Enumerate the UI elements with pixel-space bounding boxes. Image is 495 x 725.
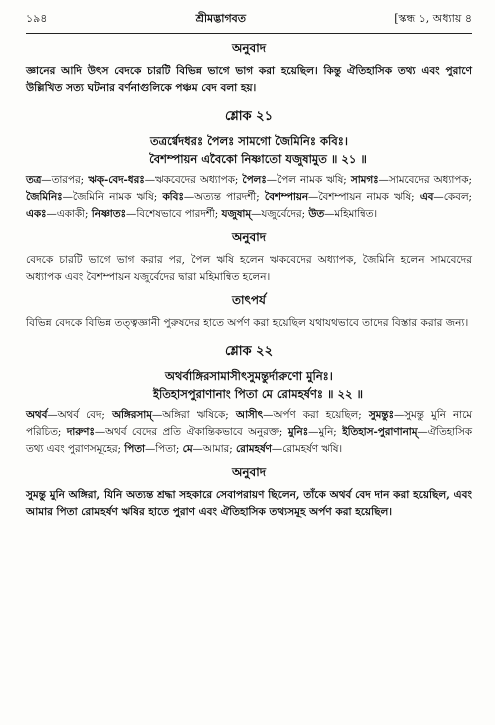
word-meaning: অর্পণ করা হয়েছিল <box>273 409 359 421</box>
sanskrit-word: সুমন্তুঃ <box>368 409 394 421</box>
word-meaning: একাকী <box>56 208 86 220</box>
verse-line: তত্রর্গ্বেদধরঃ পৈলঃ সামগো জৈমিনিঃ কবিঃ। <box>150 134 348 148</box>
chapter-reference: [স্কন্ধ ১, অধ্যায় ৪ <box>394 12 472 25</box>
sanskrit-word: নিষ্ণাতঃ <box>91 208 127 220</box>
section-heading: অনুবাদ <box>231 230 267 244</box>
body-text: বিভিন্ন বেদকে বিভিন্ন তত্ত্বজ্ঞানী পুরুষদের হাতে অর্পণ করা হয়েছিল যথাযথভাবে তাদের বিস্তার করার জন্য। <box>26 317 469 329</box>
word-meaning: অঙ্গিরা ঋষিকে <box>162 409 226 421</box>
page-content <box>26 40 472 521</box>
sanskrit-word: সামগঃ <box>350 174 379 186</box>
sanskrit-word: পৈলঃ <box>242 174 267 186</box>
section-heading: তাৎপর্য <box>232 293 266 307</box>
sanskrit-word: একঃ <box>26 208 47 220</box>
word-meaning: সামবেদের অধ্যাপক <box>388 174 469 186</box>
verse-block <box>26 132 472 168</box>
section-heading: অনুবাদ <box>231 465 267 479</box>
verse-line: অথর্বাঙ্গিরসামাসীৎসুমন্তুর্দারুণো মুনিঃ। <box>165 369 333 383</box>
book-page <box>26 10 472 521</box>
word-meaning: রোমহর্ষণ ঋষি <box>282 443 339 455</box>
word-meaning: বৈশম্পায়ন নামক ঋষি <box>318 191 412 203</box>
page-header <box>26 10 472 34</box>
translation-text: সুমন্তু মুনি অঙ্গিরা, যিনি অত্যন্ত শ্রদ্ধা সহকারে সেবাপরায়ণ ছিলেন, তাঁকে অথর্ব বেদ দান করা হয়েছিল, এবং আমার পিতা রোমহর্ষণ ঋষির হাতে পুরাণ এবং ঐতিহাসিক তথ্যসমূহ অর্পণ করা হয়েছিল। <box>26 489 472 518</box>
sanskrit-word: পিতা <box>124 443 145 455</box>
translation-text: জ্ঞানের আদি উৎস বেদকে চারটি বিভিন্ন ভাগে ভাগ করা হয়েছিল। কিন্তু ঐতিহাসিক তথ্য এবং পুরাণে উল্লিখিত সত্য ঘটনার বর্ণনাগুলিকে পঞ্চম বেদ বলা হয়। <box>26 65 472 94</box>
sloka-heading: শ্লোক ২১ <box>224 109 274 124</box>
sanskrit-word: অঙ্গিরসাম্‌ <box>112 409 152 421</box>
word-meaning: পিতা <box>155 443 176 455</box>
word-meaning: অথর্ব বেদের প্রতি ঐকান্তিকভাবে অনুরক্ত <box>105 426 279 438</box>
verse-line: ইতিহাসপুরাণানাং পিতা মে রোমহর্ষণঃ ॥ ২২ ॥ <box>152 387 364 401</box>
sanskrit-word: অথর্ব <box>26 409 48 421</box>
verse-block <box>26 367 472 403</box>
sanskrit-word: কবিঃ <box>162 191 184 203</box>
sanskrit-word: আসীৎ <box>235 409 264 421</box>
body-text: বেদকে চারটি ভাগে ভাগ করার পর, পৈল ঋষি হলেন ঋকবেদের অধ্যাপক, জৈমিনি হলেন সামবেদের অধ্যাপক এবং বৈশম্পায়ন যজুর্বেদের দ্বারা মহিমান্বিত হলেন। <box>26 254 472 283</box>
book-title: শ্রীমদ্ভাগবত <box>195 12 247 25</box>
word-meaning: কেবল <box>443 191 469 203</box>
word-by-word-meanings: অথর্ব—অথর্ব বেদ; অঙ্গিরসাম্‌—অঙ্গিরা ঋষিকে; আসীৎ—অর্পণ করা হয়েছিল; সুমন্তুঃ—সুমন্তু মুনি নামে পরিচিত; দারুণঃ—অথর্ব বেদের প্রতি ঐকান্তিকভাবে অনুরক্ত; মুনিঃ—মুনি; ইতিহাস-পুরাণানাম্‌—ঐতিহাসিক তথ্য এবং পুরাণসমূহের; পিতা—পিতা; মে—আমার; রোমহর্ষণ—রোমহর্ষণ ঋষি। <box>26 409 473 455</box>
sanskrit-word: উত <box>308 208 325 220</box>
sanskrit-word: জৈমিনিঃ <box>26 191 63 203</box>
sanskrit-word: মে <box>182 443 193 455</box>
word-meaning: তারপর <box>51 174 81 186</box>
sloka-heading: শ্লোক ২২ <box>224 344 274 359</box>
word-by-word-meanings: তত্র—তারপর; ঋক্‌-বেদ-ধরঃ—ঋকবেদের অধ্যাপক; পৈলঃ—পৈল নামক ঋষি; সামগঃ—সামবেদের অধ্যাপক; জৈমিনিঃ—জৈমিনি নামক ঋষি; কবিঃ—অত্যন্ত পারদর্শী; বৈশম্পায়ন—বৈশম্পায়ন নামক ঋষি; এব—কেবল; একঃ—একাকী; নিষ্ণাতঃ—বিশেষভাবে পারদর্শী; যজুষাম্‌—যজুর্বেদের; উত—মহিমান্বিত। <box>26 174 472 220</box>
word-meaning: ঋকবেদের অধ্যাপক <box>155 174 235 186</box>
verse-line: বৈশম্পায়ন এবৈকো নিষ্ণাতো যজুষামুত ॥ ২১ ॥ <box>149 152 367 166</box>
sanskrit-word: মুনিঃ <box>287 426 309 438</box>
sanskrit-word: ঋক্‌-বেদ-ধরঃ <box>88 174 145 186</box>
sanskrit-word: দারুণঃ <box>66 426 95 438</box>
word-meaning: অত্যন্ত পারদর্শী <box>194 191 257 203</box>
word-meaning: অথর্ব বেদ <box>57 409 102 421</box>
sanskrit-word: বৈশম্পায়ন <box>264 191 309 203</box>
sanskrit-word: এব <box>419 191 434 203</box>
section-heading: অনুবাদ <box>231 41 267 55</box>
word-meaning: মুনি <box>318 426 334 438</box>
sanskrit-word: তত্র <box>26 174 42 186</box>
word-meaning: মহিমান্বিত <box>334 208 374 220</box>
word-meaning: পৈল নামক ঋষি <box>277 174 344 186</box>
sanskrit-word: রোমহর্ষণ <box>235 443 272 455</box>
word-meaning: সুমন্তু মুনি নামে পরিচিত <box>26 409 472 438</box>
word-meaning: যজুর্বেদের <box>261 208 302 220</box>
page-number: ১৯৪ <box>26 12 48 25</box>
word-meaning: জৈমিনি নামক ঋষি <box>72 191 154 203</box>
word-meaning: বিশেষভাবে পারদর্শী <box>136 208 215 220</box>
sanskrit-word: যজুষাম্‌ <box>221 208 252 220</box>
sanskrit-word: ইতিহাস-পুরাণানাম্‌ <box>342 426 418 438</box>
word-meaning: ঐতিহাসিক তথ্য এবং পুরাণসমূহের <box>26 426 473 455</box>
word-meaning: আমার <box>202 443 230 455</box>
